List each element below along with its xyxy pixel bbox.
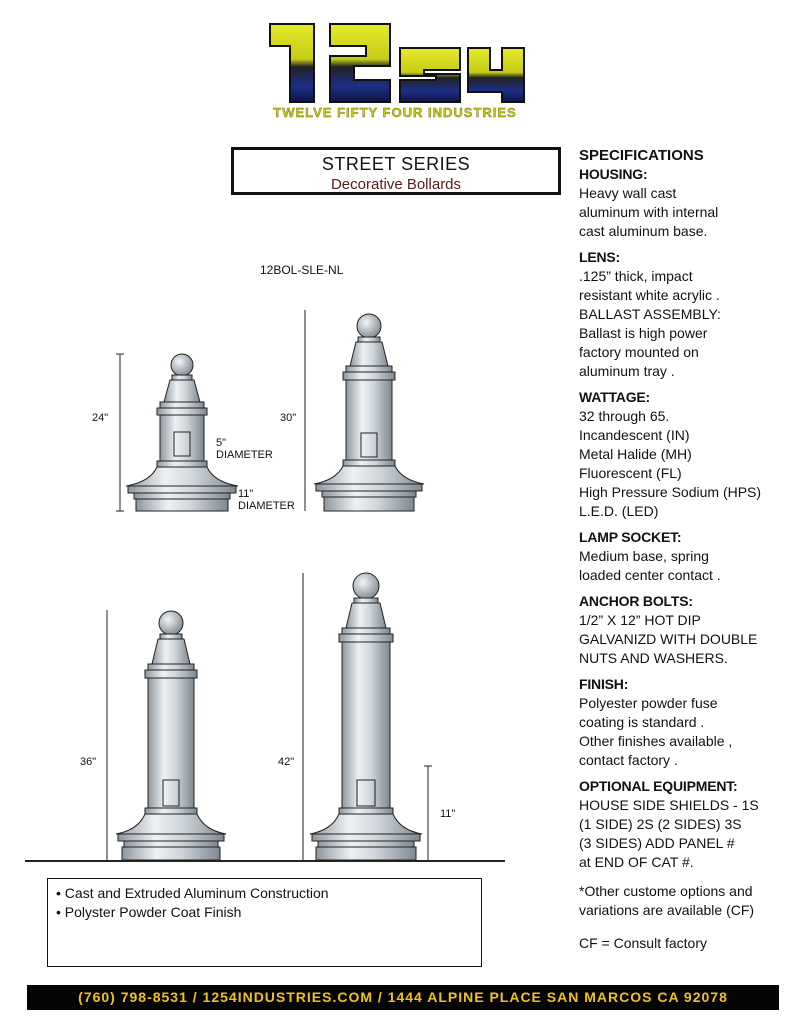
spec-line: L.E.D. (LED) [579,503,659,519]
spec-note [579,882,789,920]
spec-heading: ANCHOR BOLTS: [579,593,693,609]
feature-item: • Polyster Powder Coat Finish [56,904,242,920]
spec-line: factory mounted on [579,344,699,360]
spec-heading: LENS: [579,249,621,265]
spec-line: Heavy wall cast [579,185,677,201]
spec-line: (3 SIDES) ADD PANEL # [579,835,735,851]
title-box [231,147,561,195]
dim-b4-base-height: 11" [440,808,456,820]
spec-section [579,388,789,521]
spec-line: NUTS AND WASHERS. [579,650,728,666]
spec-line: Metal Halide (MH) [579,446,692,462]
features-box [47,878,482,967]
spec-heading: LAMP SOCKET: [579,529,682,545]
bollard-30in [314,314,424,511]
spec-line: (1 SIDE) 2S (2 SIDES) 3S [579,816,742,832]
spec-line: 32 through 65. [579,408,670,424]
spec-line: Fluorescent (FL) [579,465,682,481]
spec-line: 1/2” X 12” HOT DIP [579,612,701,628]
spec-line: cast aluminum base. [579,223,708,239]
model-number: 12BOL-SLE-NL [260,263,344,277]
spec-heading: WATTAGE: [579,389,650,405]
spec-heading: FINISH: [579,676,629,692]
spec-line: GALVANIZD WITH DOUBLE [579,631,758,647]
footer-contact: (760) 798-8531 / 1254INDUSTRIES.COM / 1444 ALPINE PLACE SAN MARCOS CA 92078 [78,989,728,1005]
spec-cf: CF = Consult factory [579,935,707,951]
spec-line: High Pressure Sodium (HPS) [579,484,762,500]
spec-line: at END OF CAT #. [579,854,694,870]
spec-section [579,528,789,585]
dim-b3-height: 36" [80,756,97,768]
spec-line: Polyester powder fuse [579,695,718,711]
bollard-36in [116,611,226,860]
spec-line: BALLAST ASSEMBLY: [579,306,721,322]
footer-bar [27,985,779,1010]
spec-note-line: variations are available (CF) [579,902,755,918]
feature-item: • Cast and Extruded Aluminum Construction [56,885,329,901]
dim-b1-top-diameter-label: DIAMETER [216,449,273,461]
spec-note-line: *Other custome options and [579,883,753,899]
dim-b4-height: 42" [278,756,295,768]
spec-section [579,777,789,872]
spec-section [579,592,789,668]
specifications-title: SPECIFICATIONS [579,147,704,164]
spec-line: contact factory . [579,752,678,768]
page-title: STREET SERIES [321,154,471,174]
spec-line: aluminum with internal [579,204,719,220]
spec-line: Medium base, spring [579,548,709,564]
spec-line: resistant white acrylic . [579,287,720,303]
spec-section [579,675,789,770]
bollard-24in [126,354,238,511]
dim-b1-top-diameter: 5" [216,437,227,449]
spec-sections [579,165,789,872]
spec-line: loaded center contact . [579,567,721,583]
page-subtitle: Decorative Bollards [330,176,462,193]
spec-line: .125” thick, impact [579,268,693,284]
spec-section [579,165,789,241]
spec-line: Ballast is high power [579,325,708,341]
dim-b1-base-diameter: 11" [238,488,254,500]
spec-line: HOUSE SIDE SHIELDS - 1S [579,797,759,813]
spec-heading: OPTIONAL EQUIPMENT: [579,778,738,794]
spec-heading: HOUSING: [579,166,648,182]
spec-line: Other finishes available , [579,733,733,749]
dim-b2-height: 30" [280,412,297,424]
dim-b1-height: 24" [92,412,109,424]
spec-line: Incandescent (IN) [579,427,690,443]
company-tagline: TWELVE FIFTY FOUR INDUSTRIES [273,105,517,120]
bollard-42in [310,573,422,860]
spec-line: aluminum tray . [579,363,675,379]
dim-b1-base-diameter-label: DIAMETER [238,500,295,512]
spec-section [579,248,789,381]
bollard-drawings [0,290,570,880]
specifications-panel [579,146,789,960]
spec-line: coating is standard . [579,714,705,730]
